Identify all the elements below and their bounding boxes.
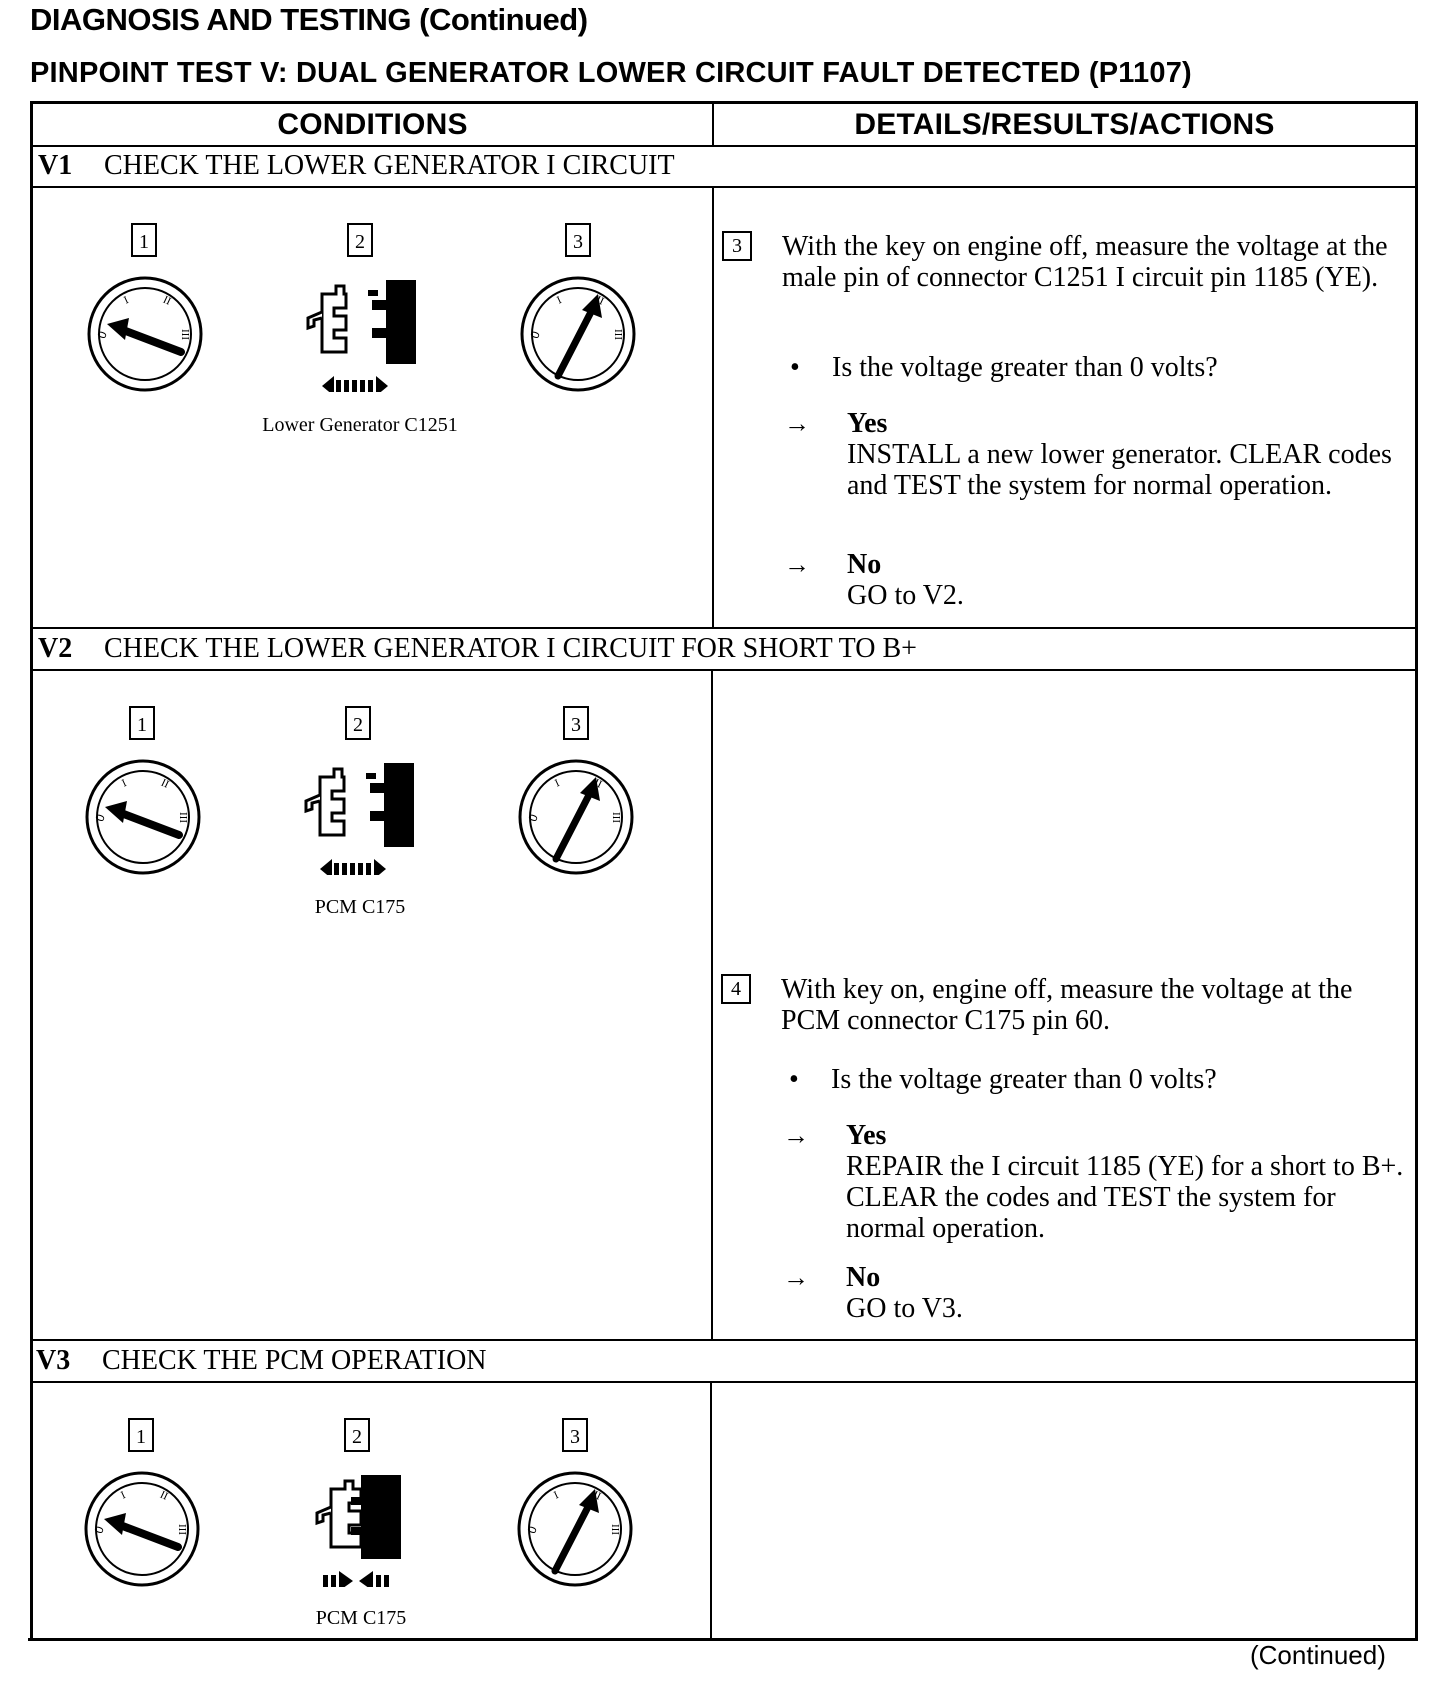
yes-action: REPAIR the I circuit 1185 (YE) for a short to B+. CLEAR the codes and TEST the system for normal operation. (846, 1151, 1404, 1244)
answer-yes (783, 1120, 1406, 1244)
ignition-on-icon (522, 278, 634, 390)
step-v3-figure (77, 1417, 677, 1637)
step-v2-figure (78, 705, 678, 925)
column-divider (712, 187, 714, 628)
bullet: • (790, 352, 800, 383)
figure-num-1: 1 (139, 231, 149, 253)
row-rule (30, 1339, 1418, 1341)
column-divider (710, 1382, 712, 1640)
answer-yes (784, 408, 1407, 501)
yes-label: Yes (846, 1120, 887, 1151)
connector-disconnect-icon (308, 280, 416, 392)
step-v1-title (38, 150, 675, 182)
bullet: • (789, 1064, 799, 1095)
arrow-icon: → (784, 409, 810, 438)
question-text: Is the voltage greater than 0 volts? (831, 1064, 1217, 1095)
figure-num-2: 2 (352, 1426, 362, 1448)
step-id: V1 (38, 150, 73, 181)
step-title-text: CHECK THE LOWER GENERATOR I CIRCUIT (104, 150, 675, 181)
pinpoint-test-title: PINPOINT TEST V: DUAL GENERATOR LOWER CIRCUIT FAULT DETECTED (P1107) (30, 57, 1192, 89)
ignition-off-icon (86, 1473, 198, 1585)
connector-disconnect-icon (306, 763, 414, 875)
step-v2-title (38, 633, 917, 665)
table-left-border (30, 101, 33, 1641)
no-label: No (847, 549, 882, 580)
ignition-off-icon (89, 278, 201, 390)
ignition-on-icon (519, 1473, 631, 1585)
figure-num-1: 1 (137, 714, 147, 736)
step-v2-detail (721, 974, 1411, 1334)
instruction-text: With key on, engine off, measure the voltage at the PCM connector C175 pin 60. (781, 974, 1353, 1036)
table-bottom-border (28, 1638, 1418, 1641)
question (790, 352, 1392, 383)
figure-label: PCM C175 (314, 896, 406, 918)
figure-label: PCM C175 (315, 1607, 407, 1629)
conditions-header: CONDITIONS (277, 108, 468, 141)
step-v1-figure (80, 222, 680, 442)
table-right-border (1415, 101, 1418, 1641)
question-text: Is the voltage greater than 0 volts? (832, 352, 1218, 383)
step-v2-illustration (78, 705, 678, 875)
answer-no (783, 1262, 1406, 1324)
step-title-text: CHECK THE LOWER GENERATOR I CIRCUIT FOR SHORT TO B+ (104, 633, 917, 664)
row-rule (30, 669, 1418, 671)
figure-label: Lower Generator C1251 (262, 414, 458, 436)
answer-no (784, 549, 1407, 611)
row-rule (30, 186, 1418, 188)
step-v1-illustration (80, 222, 680, 392)
no-action: GO to V3. (846, 1293, 963, 1324)
figure-num-3: 3 (570, 1426, 580, 1448)
column-divider (711, 670, 713, 1340)
yes-action: INSTALL a new lower generator. CLEAR codes and TEST the system for normal operation. (847, 439, 1392, 501)
instruction-text: With the key on engine off, measure the voltage at the male pin of connector C1251 I circuit pin 1185 (YE). (782, 231, 1388, 293)
ignition-off-icon (87, 761, 199, 873)
figure-num-2: 2 (353, 714, 363, 736)
row-rule (30, 1381, 1418, 1383)
step-id: V2 (38, 633, 73, 664)
no-action: GO to V2. (847, 580, 964, 611)
connector-connect-icon (317, 1475, 401, 1587)
figure-num-1: 1 (136, 1426, 146, 1448)
step-title-text: CHECK THE PCM OPERATION (102, 1345, 487, 1376)
arrow-icon: → (784, 550, 810, 579)
details-header: DETAILS/RESULTS/ACTIONS (854, 108, 1275, 141)
step-v1-detail (722, 231, 1412, 621)
step-number-box: 3 (722, 231, 752, 261)
ignition-on-icon (520, 761, 632, 873)
figure-num-3: 3 (571, 714, 581, 736)
step-id: V3 (36, 1345, 71, 1376)
yes-label: Yes (847, 408, 888, 439)
row-rule (30, 627, 1418, 629)
question (789, 1064, 1391, 1095)
arrow-icon: → (783, 1263, 809, 1292)
arrow-icon: → (783, 1121, 809, 1150)
figure-num-2: 2 (355, 231, 365, 253)
step-number-box: 4 (721, 974, 751, 1004)
figure-num-3: 3 (573, 231, 583, 253)
page-heading: DIAGNOSIS AND TESTING (Continued) (30, 2, 588, 37)
continued-note: (Continued) (1250, 1640, 1386, 1670)
no-label: No (846, 1262, 881, 1293)
step-v3-title (36, 1345, 487, 1377)
step-v3-illustration (77, 1417, 677, 1587)
